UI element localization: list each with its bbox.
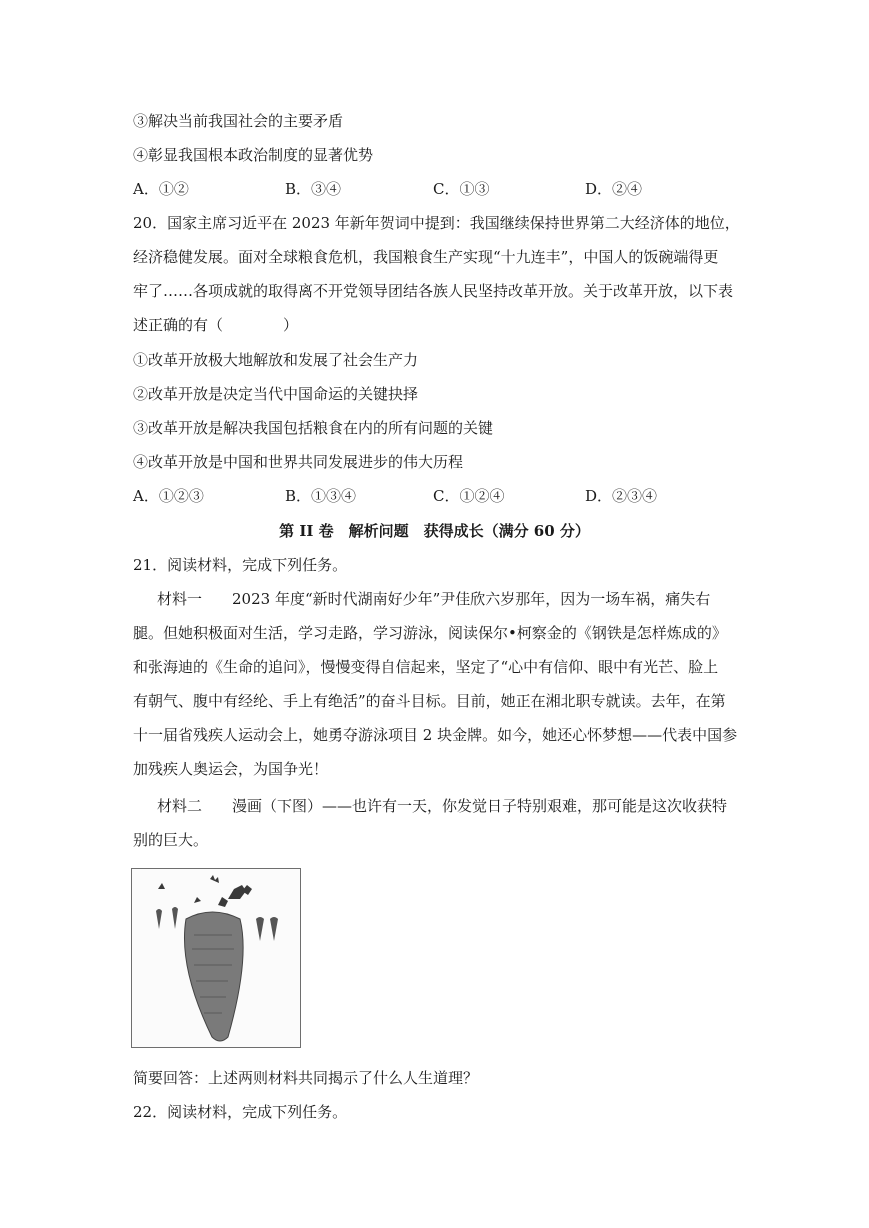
small-carrot-2 [172,907,178,929]
carrot-cartoon-image [131,868,301,1048]
q21-material2-line-2: 别的巨大。 [133,831,209,849]
carrot-leaves [158,875,252,907]
small-carrot-4 [270,917,278,941]
q19-choice-c: C．①③ [433,180,490,198]
q20-choice-d: D．②③④ [585,487,658,505]
q20-item-4: ④改革开放是中国和世界共同发展进步的伟大历程 [133,453,464,471]
q20-stem-line-2: 经济稳健发展。面对全球粮食危机，我国粮食生产实现“十九连丰”，中国人的饭碗端得更 [133,248,719,266]
q19-choice-d: D．②④ [585,180,643,198]
q21-material1-line-3: 和张海迪的《生命的追问》，慢慢变得自信起来，坚定了“心中有信仰、眼中有光芒、脸上 [133,658,719,676]
carrot-cartoon-drawing [132,869,300,1047]
q21-question: 简要回答：上述两则材料共同揭示了什么人生道理？ [133,1069,479,1087]
q20-choice-a: A．①②③ [133,487,204,505]
q19-item-3: ③解决当前我国社会的主要矛盾 [133,112,344,130]
q20-choice-c: C．①②④ [433,487,505,505]
q20-item-2: ②改革开放是决定当代中国命运的关键抉择 [133,385,419,403]
q21-stem: 21．阅读材料，完成下列任务。 [133,556,348,574]
q21-material1-line-5: 十一届省残疾人运动会上，她勇夺游泳项目 2 块金牌。如今，她还心怀梦想——代表中国参 [133,726,738,744]
q19-choice-b: B．③④ [285,180,342,198]
q19-choices [133,179,733,199]
q20-item-1: ①改革开放极大地解放和发展了社会生产力 [133,351,419,369]
big-carrot [184,912,243,1041]
section-2-heading: 第 II 卷 解析问题 获得成长（满分 60 分） [279,522,590,540]
q19-item-4: ④彰显我国根本政治制度的显著优势 [133,146,374,164]
q20-stem-line-1: 20．国家主席习近平在 2023 年新年贺词中提到：我国继续保持世界第二大经济体的地位， [133,214,740,232]
q20-item-3: ③改革开放是解决我国包括粮食在内的所有问题的关键 [133,419,494,437]
q20-stem-line-4: 述正确的有（ ） [133,316,299,334]
q20-stem-line-3: 牢了……各项成就的取得离不开党领导团结各族人民坚持改革开放。关于改革开放，以下表 [133,282,734,300]
q21-material1-line-2: 腿。但她积极面对生活，学习走路，学习游泳，阅读保尔•柯察金的《钢铁是怎样炼成的》 [133,624,727,642]
q19-choice-a: A．①② [133,180,189,198]
q21-material1-line-4: 有朝气、腹中有经纶、手上有绝活”的奋斗目标。目前，她正在湘北职专就读。去年，在第 [133,692,726,710]
q21-material1-line-6: 加残疾人奥运会，为国争光！ [133,760,329,778]
q22-stem: 22．阅读材料，完成下列任务。 [133,1103,348,1121]
small-carrot-1 [156,909,162,929]
small-carrot-3 [256,917,264,941]
q21-material2-line-1: 材料二 漫画（下图）——也许有一天，你发觉日子特别艰难，那可能是这次收获特 [157,797,728,815]
q20-choice-b: B．①③④ [285,487,357,505]
q20-choices [133,486,733,506]
q21-material1-line-1: 材料一 2023 年度“新时代湖南好少年”尹佳欣六岁那年，因为一场车祸，痛失右 [157,590,711,608]
